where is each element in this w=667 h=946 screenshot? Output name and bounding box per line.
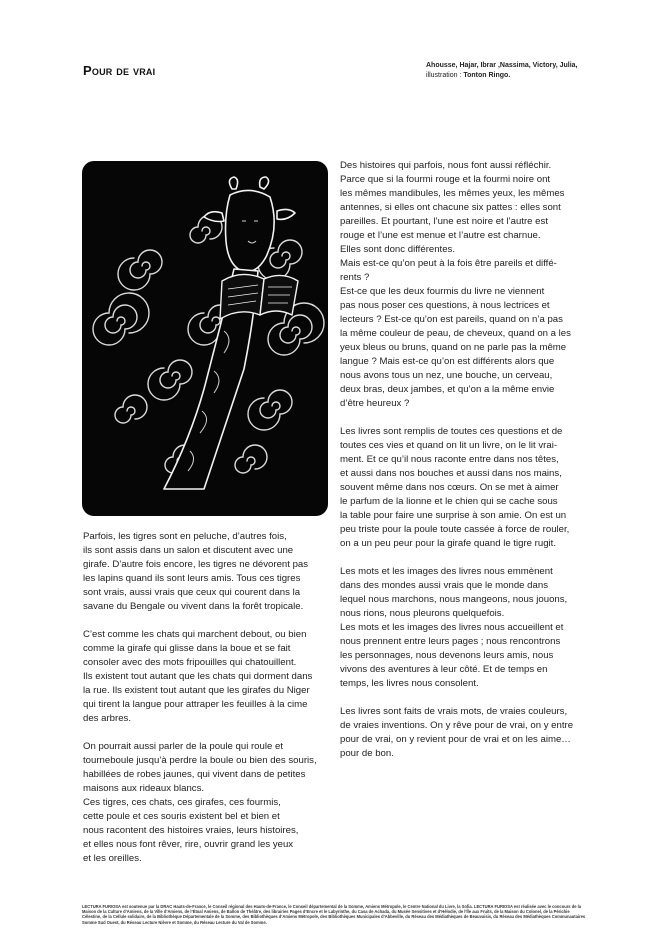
paragraph: Les mots et les images des livres nous emmènent dans des mondes aussi vrais que le monde dans lequel nous marchons, nous mangeons, nous jouons, nous rions, nous pleurons quelquefois. Les mots et les images des livres nous accueillent et nous prennent entre leurs pages ; nous rencontrons les personnages, nous devenons leurs amis, nous vivons des aventures à leur côté. Et de temps en temps, les livres nous consolent. (340, 566, 568, 689)
paragraph: On pourrait aussi parler de la poule qui roule et tourneboule jusqu’à perdre la boule ou bien des souris, habillées de robes jaunes, qui vivent dans de petites maisons aux rideaux blancs. Ces tigres, ces chats, ces girafes, ces fourmis, cette poule et ces souris existent bel et bien et nous racontent des histoires vraies, leurs histoires, et elles nous font rêver, rire, ouvrir grand les yeux et les oreilles. (83, 741, 317, 864)
giraffe-illustration (82, 161, 328, 516)
footer-credits: LECTURA FURIOSA est soutenue par la DRAC Hauts-de-France, le Conseil régional des Hauts-de-France, le Conseil départemental de la Somme, Amiens Métropole, le Centre National du Livre, la Sofia. LECTURA FURIOSA est réalisée avec le concours de la Maison de la Culture d’Amiens, de la Ville d’Amiens, de l’Étoal Amiens, de Ballon de Théâtre, des librairies Pages d’Encre et le Labyrinthe, du Casa de Achada, du Musée Sensitives et d’Hélodie, de l’Île aux Fruits, de la Maison du Colonel, de la Périchie Célestine, de la Cellule solidaire, de la Bibliothèque Départementale de la Somme, des Bibliothèques d’Amiens Métropole, des Bibliothèques Municipales d’Abbeville, du Réseau des Médiathèques de Beauvaisis, du Réseau des Médiathèques Communautaires Somme Sud Ouest, du Réseau Lecture Nièvre et Somme, du Réseau Lecture du Val de Somme. (82, 904, 586, 925)
book-icon (220, 274, 298, 319)
paragraph: Des histoires qui parfois, nous font aussi réfléchir. Parce que si la fourmi rouge et la fourmi noire ont les mêmes mandibules, les mêmes yeux, les mêmes antennes, si elles ont chacune six pattes : elles sont pareilles. Et pourtant, l’une est noire et l’autre est rouge et l’une est menue et l’autre est charnue. Elles sont donc différentes. Mais est-ce qu’on peut à la fois être pareils et diffé- rents ? Est-ce que les deux fourmis du livre ne viennent pas nous poser ces questions, à nous lectrices et lecteurs ? Est-ce qu’on est pareils, quand on n’a pas la même couleur de peau, de cheveux, quand on a les yeux bleus ou bruns, quand on ne parle pas la même langue ? Mais est-ce qu’on est différents alors que nous avons tous un nez, une bouche, un cerveau, deux bras, deux jambes, et qu’on a la même envie d’être heureux ? (340, 160, 571, 409)
right-column-text (340, 159, 590, 761)
giraffe-figure (164, 177, 295, 489)
illustrator-name: Tonton Ringo. (463, 72, 511, 79)
paragraph: C’est comme les chats qui marchent debout, ou bien comme la girafe qui glisse dans la boue et se fait consoler avec des mots fripouilles qui chatouillent. Ils existent tout autant que les chats qui dorment dans la rue. Ils existent tout autant que les girafes du Niger qui tirent la langue pour attraper les feuilles à la cime des arbres. (83, 629, 313, 724)
authors: Ahousse, Hajar, Ibrar ,Nassima, Victory, Julia, (426, 62, 578, 69)
credits (426, 61, 626, 81)
page-title: Pour de vrai (83, 63, 156, 78)
giraffe-drawing (82, 161, 328, 516)
illustration-label: illustration : (426, 72, 462, 79)
paragraph: Les livres sont faits de vrais mots, de vraies couleurs, de vraies inventions. On y rêve pour de vrai, on y entre pour de vrai, on y revient pour de vrai et on les aime… pour de bon. (340, 706, 574, 759)
left-column-text (83, 530, 333, 866)
paragraph: Parfois, les tigres sont en peluche, d’autres fois, ils sont assis dans un salon et discutent avec une girafe. D’autre fois encore, les tigres ne dévorent pas les lapins quand ils sont leurs amis. Tous ces tigres sont vrais, aussi vrais que ceux qui courent dans la savane du Bengale ou vivent dans la forêt tropicale. (83, 531, 309, 612)
paragraph: Les livres sont remplis de toutes ces questions et de toutes ces vies et quand on lit un livre, on le lit vrai- ment. Et ce qu’il nous raconte entre dans nos têtes, et aussi dans nos bouches et aussi dans nos mains, souvent même dans nos cœurs. On se met à aimer le parfum de la lionne et le chien qui se cache sous la table pour faire une surprise à son amie. On est un peu triste pour la poule toute cassée à force de rouler, on a un peu peur pour la girafe quand le tigre rugit. (340, 426, 570, 549)
